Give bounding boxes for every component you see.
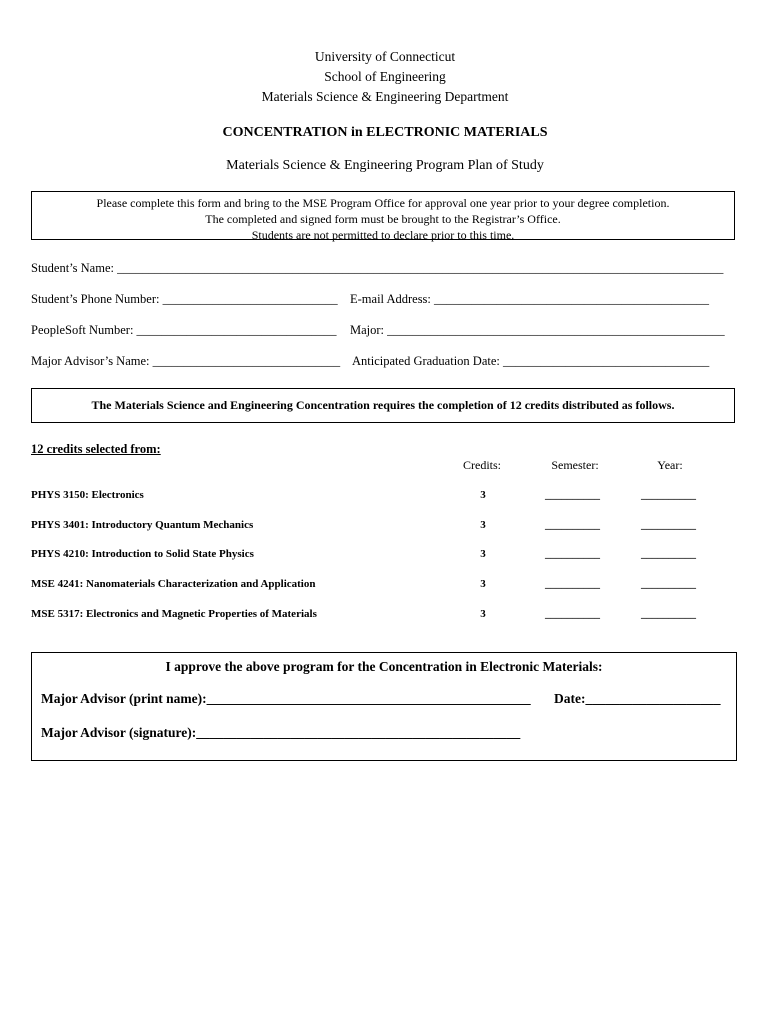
course-row: [31, 489, 735, 507]
notice-line: The completed and signed form must be brought to the Registrar’s Office.: [205, 212, 561, 226]
graduation-date-field[interactable]: Anticipated Graduation Date: _________________________________: [352, 354, 710, 368]
department-name: Materials Science & Engineering Department: [261, 89, 509, 104]
year-field[interactable]: __________: [641, 489, 696, 501]
course-row: [31, 519, 735, 537]
approval-date-field[interactable]: Date:____________________: [554, 691, 721, 706]
course-credits: 3: [480, 608, 486, 620]
course-name: PHYS 3401: Introductory Quantum Mechanics: [31, 519, 254, 531]
course-row: [31, 608, 735, 626]
course-name: MSE 5317: Electronics and Magnetic Properties of Materials: [31, 608, 317, 620]
advisor-name-field[interactable]: Major Advisor’s Name: ______________________________: [31, 354, 341, 368]
course-credits: 3: [480, 548, 486, 560]
approval-title: I approve the above program for the Concentration in Electronic Materials:: [165, 659, 603, 674]
credits-heading: 12 credits selected from:: [31, 442, 161, 456]
credits-column-header: Credits:: [463, 458, 501, 472]
advisor-print-name-field[interactable]: Major Advisor (print name):________________________________________________: [41, 691, 531, 706]
approval-box: [31, 652, 737, 761]
plan-title: Materials Science & Engineering Program Plan of Study: [226, 158, 544, 173]
semester-field[interactable]: __________: [545, 578, 600, 590]
course-credits: 3: [480, 578, 486, 590]
notice-line: Please complete this form and bring to the MSE Program Office for approval one year prior to your degree completion.: [96, 196, 670, 210]
major-field[interactable]: Major: ______________________________________________________: [350, 323, 725, 337]
course-credits: 3: [480, 489, 486, 501]
document-header: [0, 47, 770, 107]
year-field[interactable]: __________: [641, 548, 696, 560]
email-field[interactable]: E-mail Address: ____________________________________________: [350, 292, 710, 306]
school-name: School of Engineering: [324, 69, 446, 84]
peoplesoft-field[interactable]: PeopleSoft Number: ________________________________: [31, 323, 337, 337]
course-name: MSE 4241: Nanomaterials Characterization and Application: [31, 578, 316, 590]
requirement-box: The Materials Science and Engineering Concentration requires the completion of 12 credits distributed as follows.: [31, 388, 735, 423]
course-credits: 3: [480, 519, 486, 531]
course-row: [31, 548, 735, 566]
semester-field[interactable]: __________: [545, 519, 600, 531]
semester-field[interactable]: __________: [545, 608, 600, 620]
semester-field[interactable]: __________: [545, 548, 600, 560]
student-name-field[interactable]: Student’s Name: _________________________________________________________________________________________________: [31, 261, 724, 275]
university-name: University of Connecticut: [314, 49, 456, 64]
semester-field[interactable]: __________: [545, 489, 600, 501]
year-field[interactable]: __________: [641, 578, 696, 590]
year-field[interactable]: __________: [641, 608, 696, 620]
phone-field[interactable]: Student’s Phone Number: ____________________________: [31, 292, 338, 306]
notice-box: [31, 191, 735, 240]
year-column-header: Year:: [657, 458, 683, 472]
course-name: PHYS 4210: Introduction to Solid State Physics: [31, 548, 254, 560]
concentration-title: CONCENTRATION in ELECTRONIC MATERIALS: [222, 125, 548, 140]
course-row: [31, 578, 735, 596]
advisor-signature-field[interactable]: Major Advisor (signature):________________________________________________: [41, 725, 521, 740]
semester-column-header: Semester:: [551, 458, 599, 472]
notice-line: Students are not permitted to declare prior to this time.: [251, 228, 515, 242]
year-field[interactable]: __________: [641, 519, 696, 531]
course-name: PHYS 3150: Electronics: [31, 489, 144, 501]
